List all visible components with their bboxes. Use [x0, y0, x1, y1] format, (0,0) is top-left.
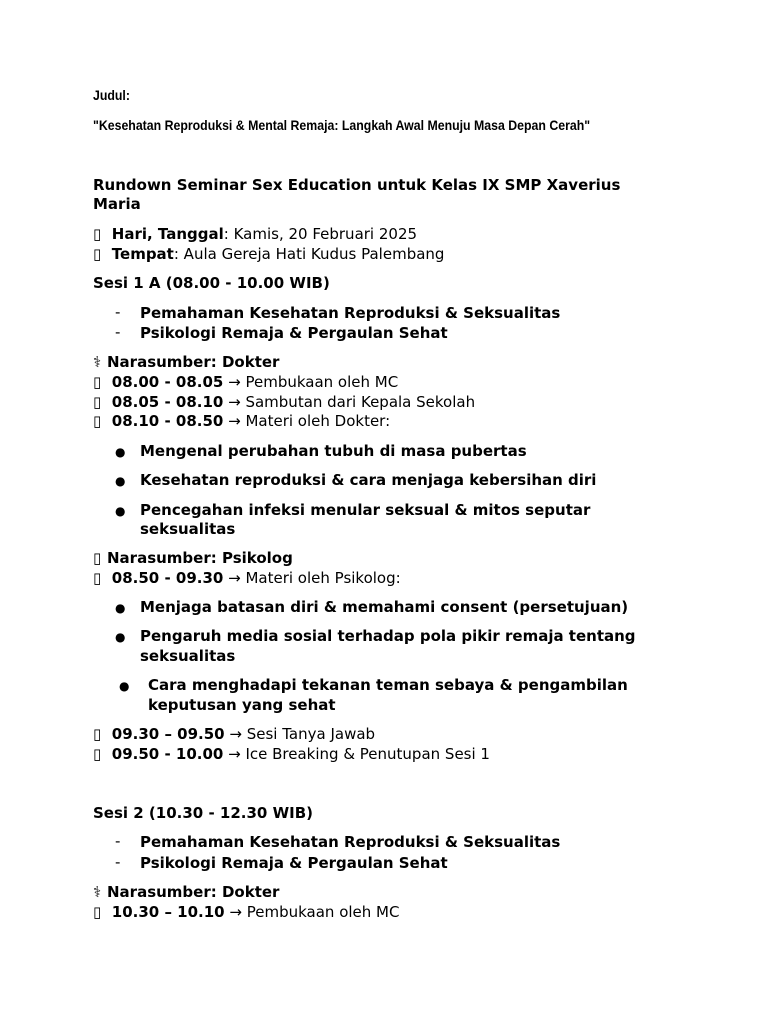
dokter-point: Mengenal perubahan tubuh di masa pubertas: [140, 442, 527, 460]
psikolog-point: Cara menghadapi tekanan teman sebaya & pengambilan: [148, 676, 628, 694]
calendar-icon: ▯: [93, 225, 102, 243]
dash-marker: -: [115, 832, 121, 850]
clock-icon: ▯: [93, 373, 102, 391]
schedule-row: [93, 902, 399, 922]
sesi1-heading: Sesi 1 A (08.00 - 10.00 WIB): [93, 274, 330, 292]
schedule-time: 10.30 – 10.10: [111, 903, 225, 921]
clock-icon: ▯: [93, 903, 102, 921]
tempat-label: Tempat: [111, 245, 174, 263]
sesi2-topic: Psikologi Remaja & Pergaulan Sehat: [140, 854, 448, 872]
schedule-row: [93, 411, 390, 431]
bullet-marker: ●: [119, 679, 130, 693]
schedule-time: 09.30 – 09.50: [111, 725, 225, 743]
tempat-value: : Aula Gereja Hati Kudus Palembang: [173, 245, 445, 263]
hari-tanggal-line: [93, 224, 417, 244]
sesi1-topic: Pemahaman Kesehatan Reproduksi & Seksualitas: [140, 304, 561, 322]
location-icon: ▯: [93, 245, 102, 263]
judul-label: Judul:: [93, 87, 130, 103]
sesi2-topic: Pemahaman Kesehatan Reproduksi & Seksualitas: [140, 833, 561, 851]
schedule-row: [93, 744, 490, 764]
hari-value: : Kamis, 20 Februari 2025: [223, 225, 418, 243]
schedule-row: [93, 724, 375, 744]
sesi1-narasumber-dokter: ⚕ Narasumber: Dokter: [93, 353, 280, 371]
clock-icon: ▯: [93, 412, 102, 430]
medical-icon: ⚕: [93, 883, 102, 901]
dokter-point: Pencegahan infeksi menular seksual & mitos seputar: [140, 501, 591, 519]
dokter-point-cont: seksualitas: [140, 520, 236, 538]
schedule-row: [93, 372, 398, 392]
dash-marker: -: [115, 303, 121, 321]
bullet-marker: ●: [115, 630, 126, 644]
schedule-time: 08.50 - 09.30: [111, 569, 224, 587]
schedule-time: 08.05 - 08.10: [111, 393, 224, 411]
schedule-desc: → Materi oleh Psikolog:: [228, 569, 401, 587]
psikolog-point-cont: keputusan yang sehat: [148, 696, 336, 714]
sesi1-topic: Psikologi Remaja & Pergaulan Sehat: [140, 324, 448, 342]
schedule-desc: → Ice Breaking & Penutupan Sesi 1: [228, 745, 490, 763]
hari-label: Hari, Tanggal: [111, 225, 224, 243]
clock-icon: ▯: [93, 745, 102, 763]
schedule-row: [93, 568, 401, 588]
schedule-desc: → Sesi Tanya Jawab: [229, 725, 376, 743]
schedule-row: [93, 392, 475, 412]
sesi2-heading: Sesi 2 (10.30 - 12.30 WIB): [93, 804, 313, 822]
clock-icon: ▯: [93, 569, 102, 587]
bullet-marker: ●: [115, 504, 126, 518]
tempat-line: [93, 244, 444, 264]
schedule-time: 09.50 - 10.00: [111, 745, 224, 763]
dash-marker: -: [115, 323, 121, 341]
bullet-marker: ●: [115, 445, 126, 459]
schedule-desc: → Pembukaan oleh MC: [228, 373, 399, 391]
schedule-time: 08.00 - 08.05: [111, 373, 224, 391]
psikolog-point-cont: seksualitas: [140, 647, 236, 665]
psikolog-point: Menjaga batasan diri & memahami consent (persetujuan): [140, 598, 629, 616]
rundown-title-line2: Maria: [93, 195, 141, 213]
person-icon: ▯: [93, 549, 102, 567]
schedule-desc: → Pembukaan oleh MC: [229, 903, 400, 921]
medical-icon: ⚕: [93, 353, 102, 371]
bullet-marker: ●: [115, 601, 126, 615]
sesi1-narasumber-psikolog: ▯ Narasumber: Psikolog: [93, 549, 293, 567]
schedule-desc: → Materi oleh Dokter:: [228, 412, 391, 430]
rundown-title-line1: Rundown Seminar Sex Education untuk Kelas IX SMP Xaverius: [93, 176, 621, 194]
clock-icon: ▯: [93, 393, 102, 411]
sesi2-narasumber-dokter: ⚕ Narasumber: Dokter: [93, 883, 280, 901]
psikolog-point: Pengaruh media sosial terhadap pola pikir remaja tentang: [140, 627, 636, 645]
rundown-title: [93, 176, 653, 214]
dash-marker: -: [115, 853, 121, 871]
schedule-time: 08.10 - 08.50: [111, 412, 224, 430]
judul-text: "Kesehatan Reproduksi & Mental Remaja: Langkah Awal Menuju Masa Depan Cerah": [93, 117, 591, 133]
schedule-desc: → Sambutan dari Kepala Sekolah: [228, 393, 476, 411]
dokter-point: Kesehatan reproduksi & cara menjaga kebersihan diri: [140, 471, 597, 489]
clock-icon: ▯: [93, 725, 102, 743]
bullet-marker: ●: [115, 474, 126, 488]
